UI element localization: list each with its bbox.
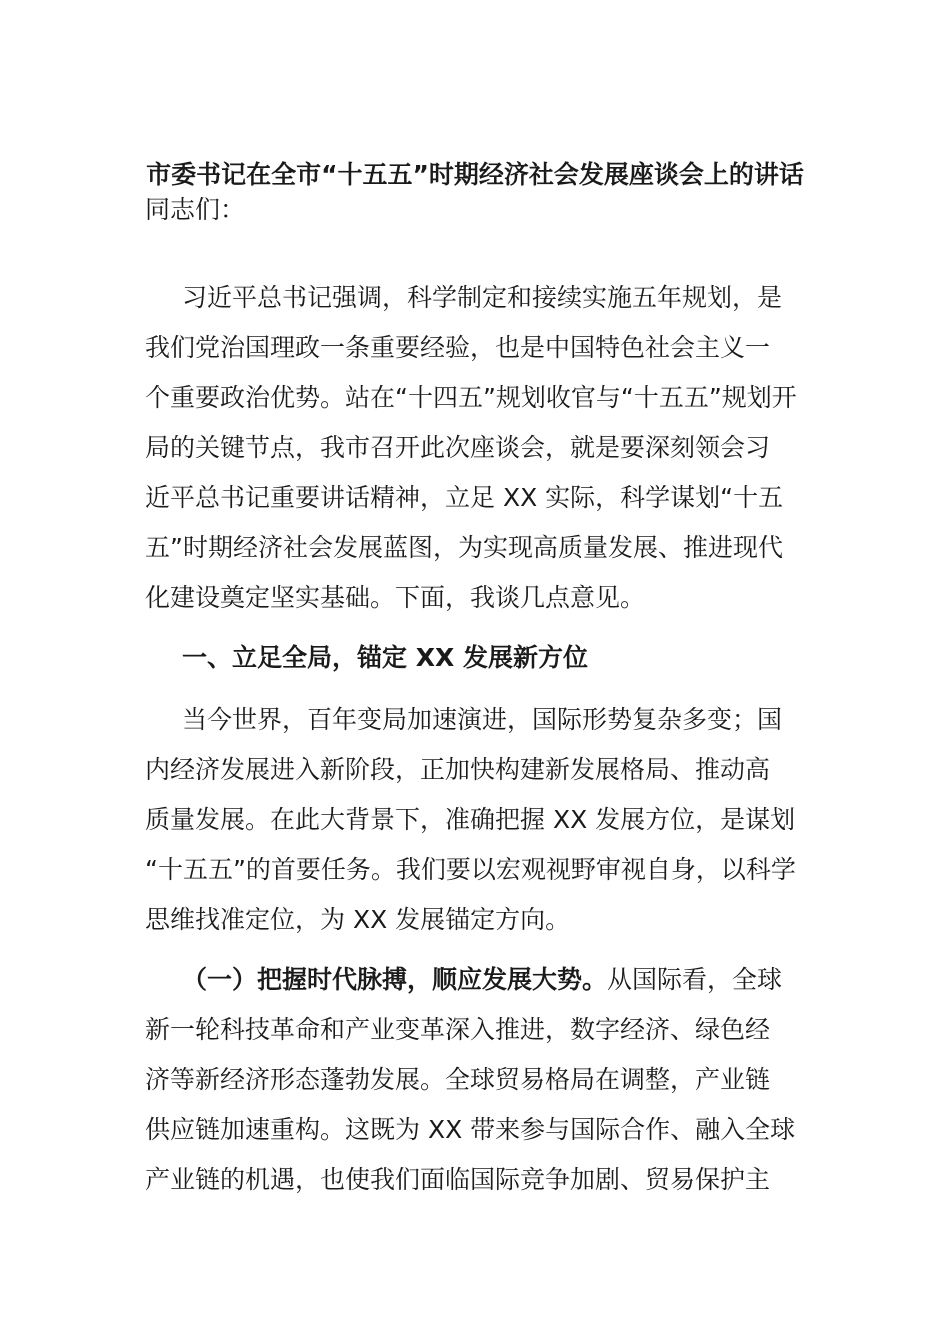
section-heading-1: 一、立足全局，锚定 XX 发展新方位 [182,643,588,672]
subsection1-first-line-text: 从国际看，全球 [607,965,783,994]
subsection1-line-3: 济等新经济形态蓬勃发展。全球贸易格局在调整，产业链 [145,1065,771,1094]
subsection1-line-2: 新一轮科技革命和产业变革深入推进，数字经济、绿色经 [145,1015,771,1044]
document-title: 市委书记在全市“十五五”时期经济社会发展座谈会上的讲话 [146,160,804,189]
section1-line-4: “十五五”的首要任务。我们要以宏观视野审视自身，以科学 [145,855,796,884]
section1-line-1: 当今世界，百年变局加速演进，国际形势复杂多变；国 [182,705,783,734]
intro-line-6: 五”时期经济社会发展蓝图，为实现高质量发展、推进现代 [145,533,783,562]
intro-line-7: 化建设奠定坚实基础。下面，我谈几点意见。 [145,583,646,612]
intro-line-3: 个重要政治优势。站在“十四五”规划收官与“十五五”规划开 [145,383,797,412]
intro-line-4: 局的关键节点，我市召开此次座谈会，就是要深刻领会习 [145,433,771,462]
section1-line-3: 质量发展。在此大背景下，准确把握 XX 发展方位，是谋划 [145,805,796,834]
intro-line-2: 我们党治国理政一条重要经验，也是中国特色社会主义一 [145,333,771,362]
intro-line-5: 近平总书记重要讲话精神，立足 XX 实际，科学谋划“十五 [145,483,784,512]
intro-line-1: 习近平总书记强调，科学制定和接续实施五年规划，是 [182,283,783,312]
section1-line-2: 内经济发展进入新阶段，正加快构建新发展格局、推动高 [145,755,771,784]
subsection1-line-5: 产业链的机遇，也使我们面临国际竞争加剧、贸易保护主 [145,1165,771,1194]
subsection1-line-4: 供应链加速重构。这既为 XX 带来参与国际合作、融入全球 [145,1115,796,1144]
subsection1-first-line [182,955,782,1005]
section1-line-5: 思维找准定位，为 XX 发展锚定方向。 [145,905,571,934]
salutation: 同志们： [145,195,246,224]
subsection-heading-1: （一）把握时代脉搏，顺应发展大势。 [182,965,608,994]
